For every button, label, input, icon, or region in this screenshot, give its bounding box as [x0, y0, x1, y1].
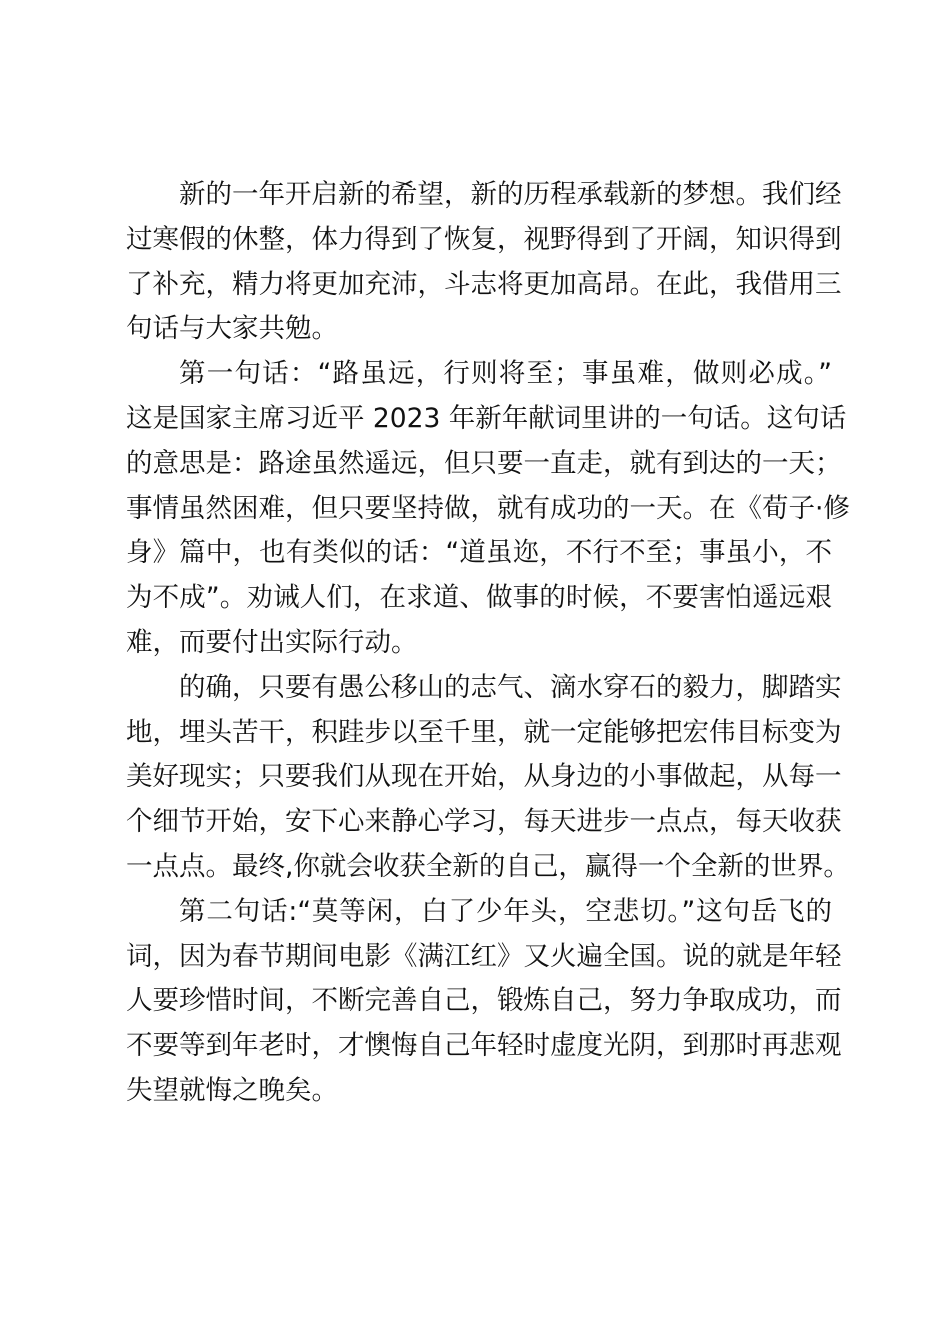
text-line: 词，因为春节期间电影《满江红》又火遍全国。说的就是年轻	[126, 940, 842, 972]
text-line: 新的一年开启新的希望，新的历程承载新的梦想。我们经	[179, 179, 842, 210]
document-body	[126, 173, 850, 1114]
paragraph-3	[126, 666, 850, 890]
text-line: 一点点。最终,你就会收获全新的自己，赢得一个全新的世界。	[126, 850, 850, 882]
text-line: 了补充，精力将更加充沛，斗志将更加高昂。在此，我借用三	[126, 268, 842, 300]
paragraph-2	[126, 352, 850, 666]
paragraph-1	[126, 173, 842, 352]
text-line: 为不成”。劝诫人们，在求道、做事的时候，不要害怕遥远艰	[126, 582, 832, 614]
text-line: 第二句话:“莫等闲，白了少年头，空悲切。”这句岳飞的	[179, 895, 832, 927]
text-line: 事情虽然困难，但只要坚持做，就有成功的一天。在《荀子·修	[126, 492, 850, 524]
text-line: 人要珍惜时间，不断完善自己，锻炼自己，努力争取成功，而	[126, 985, 842, 1017]
text-line: 地，埋头苦干，积跬步以至千里，就一定能够把宏伟目标变为	[126, 716, 842, 748]
text-line: 的确，只要有愚公移山的志气、滴水穿石的毅力，脚踏实	[179, 671, 842, 703]
text-line: 难，而要付出实际行动。	[126, 626, 418, 658]
text-line: 美好现实；只要我们从现在开始，从身边的小事做起，从每一	[126, 761, 842, 793]
text-line: 的意思是：路途虽然遥远，但只要一直走，就有到达的一天；	[126, 447, 842, 479]
text-line: 失望就悔之晚矣。	[126, 1074, 338, 1106]
text-line: 过寒假的休整，体力得到了恢复，视野得到了开阔，知识得到	[126, 223, 842, 255]
paragraph-4	[126, 890, 842, 1114]
text-line: 身》篇中，也有类似的话：“道虽迩，不行不至；事虽小，不	[126, 537, 832, 569]
text-line: 这是国家主席习近平 2023 年新年献词里讲的一句话。这句话	[126, 402, 847, 434]
text-line: 个细节开始，安下心来静心学习，每天进步一点点，每天收获	[126, 806, 842, 838]
text-line: 句话与大家共勉。	[126, 313, 338, 345]
text-line: 不要等到年老时，才懊悔自己年轻时虚度光阴，到那时再悲观	[126, 1030, 842, 1062]
text-line: 第一句话：“路虽远，行则将至；事虽难，做则必成。”	[179, 358, 832, 390]
